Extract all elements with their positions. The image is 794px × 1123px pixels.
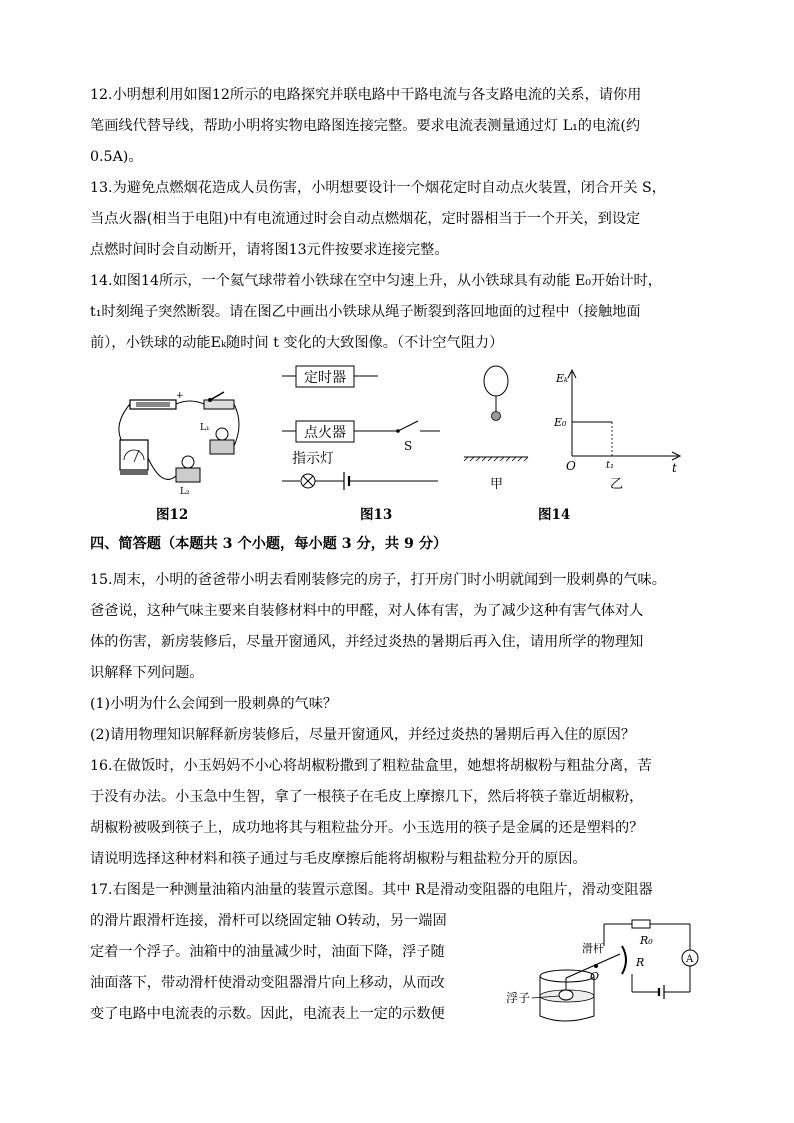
tank-rim (540, 970, 594, 982)
axis-e0-label: E₀ (554, 416, 567, 429)
question-16 (90, 751, 720, 875)
ammeter-label: A (686, 954, 694, 965)
q14-line-3: 前），小铁球的动能Eₖ随时间 t 变化的大致图像。（不计空气阻力） (90, 335, 504, 351)
label-r0: R₀ (640, 934, 653, 947)
q15-line-1: 15.周末，小明的爸爸带小明去看刚装修完的房子，打开房门时小明就闻到一股刺鼻的气味。 (90, 572, 666, 588)
label-l1: L₁ (200, 423, 210, 433)
label-o: O (590, 970, 600, 983)
figure-12-circuit (112, 388, 247, 500)
label-float: 浮子 (506, 991, 531, 1005)
label-l2: L₂ (180, 487, 190, 497)
lamp-label: 指示灯 (292, 451, 334, 467)
q17-line-5: 变了电路中电流表的示数。因此，电流表上一定的示数便 (90, 1006, 445, 1022)
question-17-line-1 (90, 875, 720, 906)
label-yi: 乙 (610, 477, 624, 492)
q16-line-1: 16.在做饭时，小玉妈妈不小心将胡椒粉撒到了粗粒盐盒里，她想将胡椒粉与粗盐分离，苦 (90, 758, 652, 774)
wire-1 (176, 401, 204, 404)
switch-s-lever (398, 421, 418, 431)
q12-line-1: 12.小明想利用如图12所示的电路探究并联电路中干路电流与各支路电流的关系，请你用 (90, 87, 642, 103)
lamp-l1-base (210, 440, 234, 454)
switch-s-label: S (404, 439, 413, 453)
q13-line-2: 当点火器(相当于电阻)中有电流通过时会自动点燃烟花，定时器相当于一个开关，到设定 (90, 211, 641, 227)
q14-line-2: t₁时刻绳子突然断裂。请在图乙中画出小铁球从绳子断裂到落回地面的过程中（接触地面 (90, 304, 641, 320)
q17-line-4: 油面落下，带动滑杆使滑动变阻器滑片向上移动，从而改 (90, 975, 445, 991)
lamp-l2-bulb (182, 456, 194, 468)
battery-core (136, 402, 170, 407)
q14-line-1: 14.如图14所示，一个氦气球带着小铁球在空中匀速上升，从小铁球具有动能 E₀开始计时， (90, 273, 662, 289)
lamp-l2-base (176, 468, 200, 482)
origin-label: O (566, 459, 576, 473)
wire-4 (148, 458, 176, 479)
lamp-l1-bulb (216, 428, 228, 440)
axis-t-label: t (672, 461, 677, 475)
switch-lever (210, 392, 224, 400)
label-slider: 滑杆 (582, 942, 604, 955)
question-13 (90, 173, 720, 266)
switch-base (204, 400, 234, 409)
q15-sub-1: (1)小明为什么会闻到一股刺鼻的气味？ (90, 696, 338, 712)
label-jia: 甲 (490, 477, 504, 492)
q13-line-3: 点燃时间时会自动断开，请将图13元件按要求连接完整。 (90, 242, 449, 258)
q16-line-4: 请说明选择这种材料和筷子通过与毛皮摩擦后能将胡椒粉与粗盐粒分开的原因。 (90, 851, 587, 867)
figure-14-yi (552, 364, 692, 500)
q16-line-2: 于没有办法。小玉急中生智，拿了一根筷子在毛皮上摩擦几下，然后将筷子靠近胡椒粉， (90, 789, 644, 805)
question-17-body (90, 906, 500, 1030)
q15-line-3: 体的伤害，新房装修后，尽量开窗通风，并经过炎热的暑期后再入住，请用所学的物理知 (90, 634, 644, 650)
ground-hatch (464, 457, 528, 461)
caption-fig12: 图12 (156, 507, 189, 523)
question-14 (90, 266, 720, 359)
t1-label: t₁ (606, 460, 615, 471)
q15-sub-2: (2)请用物理知识解释新房装修后，尽量开窗通风，并经过炎热的暑期后再入住的原因？ (90, 727, 636, 743)
q16-line-3: 胡椒粉被吸到筷子上，成功地将其与粗粒盐分开。小玉选用的筷子是金属的还是塑料的？ (90, 820, 644, 836)
axis-ek-label: Eₖ (556, 372, 569, 385)
caption-fig13: 图13 (360, 507, 393, 523)
q17-line-1: 17.右图是一种测量油箱内油量的装置示意图。其中 R是滑动变阻器的电阻片，滑动变阻器 (90, 882, 653, 898)
q15-line-2: 爸爸说，这种气味主要来自装修材料中的甲醛，对人体有害，为了减少这种有害气体对人 (90, 603, 644, 619)
caption-fig14: 图14 (538, 507, 571, 523)
section-4-title: 四、简答题（本题共 3 个小题，每小题 3 分，共 9 分） (90, 536, 448, 552)
q17-line-3: 定着一个浮子。油箱中的油量减少时，油面下降，浮子随 (90, 944, 445, 960)
q12-line-2: 笔画线代替导线，帮助小明将实物电路图连接完整。要求电流表测量通过灯 L₁的电流(约 (90, 118, 641, 134)
q15-line-4: 识解释下列问题。 (90, 665, 204, 681)
question-15 (90, 565, 720, 751)
resistor-r-arc (622, 946, 626, 974)
q13-line-1: 13.为避免点燃烟花造成人员伤害，小明想要设计一个烟花定时自动点火装置，闭合开关 S， (90, 180, 666, 196)
label-r: R (636, 956, 645, 969)
ammeter (120, 440, 148, 470)
igniter-label: 点火器 (304, 425, 346, 441)
q17-line-2: 的滑片跟滑杆连接，滑杆可以绕固定轴 O转动，另一端固 (90, 913, 447, 929)
figure-13-circuit (282, 364, 442, 498)
q12-line-3: 0.5A)。 (90, 149, 143, 165)
figure-17-oil-gauge (504, 916, 704, 1026)
question-12 (90, 80, 720, 173)
float (559, 990, 573, 1000)
ammeter-base (120, 470, 148, 475)
figure-14-jia (462, 364, 542, 500)
resistor-r0 (632, 920, 650, 928)
wire-3 (234, 404, 239, 446)
timer-label: 定时器 (304, 370, 346, 386)
switch-pivot (208, 398, 212, 402)
balloon (484, 366, 508, 396)
battery-plus: + (176, 391, 184, 401)
iron-ball (492, 412, 501, 421)
